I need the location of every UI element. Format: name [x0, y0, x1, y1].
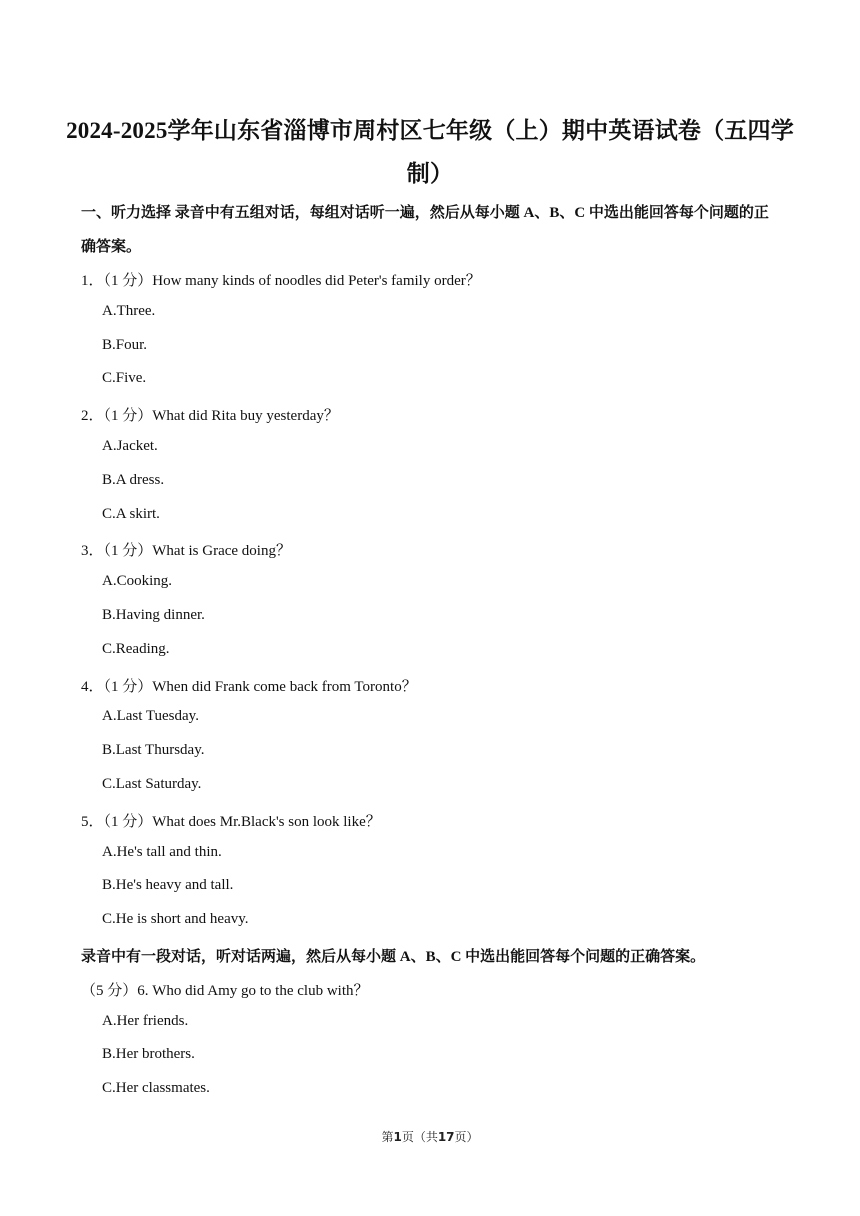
exam-title-line-2: 制）: [406, 161, 454, 186]
question-1-stem: 1．（1 分）How many kinds of noodles did Peter's family order？: [81, 273, 481, 289]
section-1-instruction-line-1: 一、听力选择 录音中有五组对话，每组对话听一遍，然后从每小题 A、B、C 中选出能回答每个问题的正: [81, 205, 769, 221]
question-1-option-a: A.Three.: [102, 303, 156, 319]
question-6-option-a: A.Her friends.: [102, 1013, 189, 1029]
question-4-stem: 4．（1 分）When did Frank come back from Toronto？: [81, 679, 417, 695]
question-2-option-a: A.Jacket.: [102, 438, 158, 454]
question-1-option-c: C.Five.: [102, 370, 147, 386]
question-3-stem: 3．（1 分）What is Grace doing？: [81, 543, 291, 559]
footer-suffix: 页）: [454, 1130, 479, 1144]
question-5-option-c: C.He is short and heavy.: [102, 911, 249, 927]
footer-prefix: 第: [381, 1130, 394, 1144]
footer-mid: 页（共: [401, 1130, 438, 1144]
question-6-option-b: B.Her brothers.: [102, 1046, 195, 1062]
page-footer: [0, 1128, 860, 1145]
footer-total-pages: 17: [437, 1130, 455, 1144]
question-6-stem: （5 分）6. Who did Amy go to the club with？: [81, 983, 369, 999]
question-5-stem: 5．（1 分）What does Mr.Black's son look like？: [81, 814, 381, 830]
question-4-option-b: B.Last Thursday.: [102, 742, 205, 758]
question-2-stem: 2．（1 分）What did Rita buy yesterday？: [81, 408, 339, 424]
question-1-option-b: B.Four.: [102, 337, 148, 353]
section-1-instruction-line-2: 确答案。: [81, 239, 142, 255]
question-4-option-a: A.Last Tuesday.: [102, 708, 199, 724]
question-3-option-a: A.Cooking.: [102, 573, 173, 589]
section-2-instruction: 录音中有一段对话，听对话两遍，然后从每小题 A、B、C 中选出能回答每个问题的正确答案。: [81, 949, 706, 965]
question-3-option-b: B.Having dinner.: [102, 607, 205, 623]
question-2-option-c: C.A skirt.: [102, 506, 160, 522]
footer-page-number: 1: [393, 1130, 402, 1144]
exam-title-line-1: 2024-2025学年山东省淄博市周村区七年级（上）期中英语试卷（五四学: [66, 118, 794, 143]
question-5-option-b: B.He's heavy and tall.: [102, 877, 234, 893]
question-5-option-a: A.He's tall and thin.: [102, 844, 222, 860]
question-4-option-c: C.Last Saturday.: [102, 776, 202, 792]
question-2-option-b: B.A dress.: [102, 472, 165, 488]
question-6-option-c: C.Her classmates.: [102, 1080, 210, 1096]
question-3-option-c: C.Reading.: [102, 641, 170, 657]
